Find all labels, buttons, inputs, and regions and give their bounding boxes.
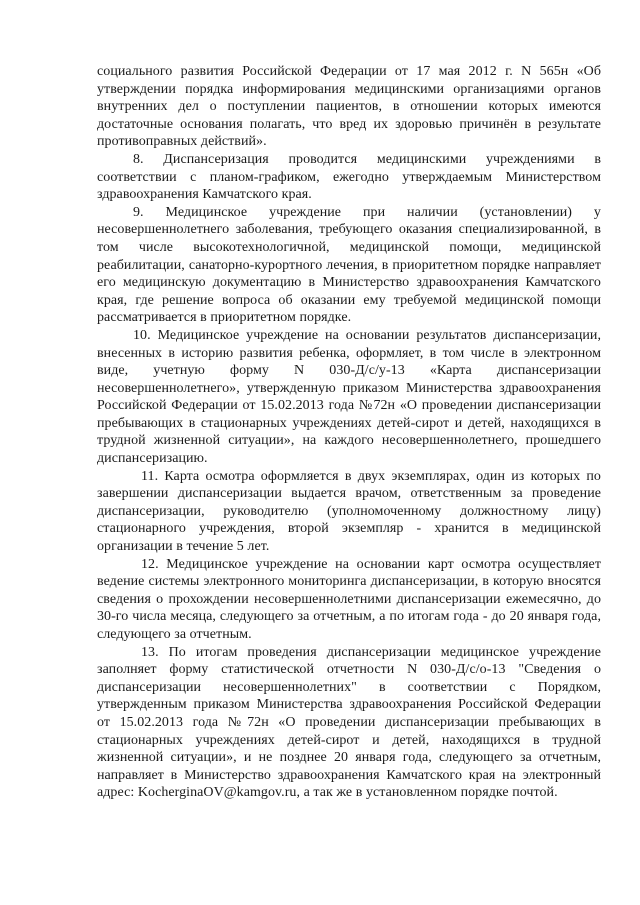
document-body — [97, 63, 601, 802]
paragraph-12: 12. Медицинское учреждение на основании карт осмотра осуществляет ведение системы электронного мониторинга диспансеризации, в которую вносятся сведения о прохождении несовершеннолетними диспансеризации ежемесячно, до 30-го числа месяца, следующего за отчетным, а по итогам года - до 20 января года, следующего за отчетным. — [97, 556, 601, 642]
paragraph-11: 11. Карта осмотра оформляется в двух экземплярах, один из которых по завершении диспансеризации выдается врачом, ответственным за проведение диспансеризации, руководителю (уполномоченному должностному лицу) стационарного учреждения, второй экземпляр - хранится в медицинской организации в течение 5 лет. — [97, 468, 601, 555]
paragraph-10: 10. Медицинское учреждение на основании результатов диспансеризации, внесенных в историю развития ребенка, оформляет, в том числе в электронном виде, учетную форму N 030-Д/с/у-13 «Карта диспансеризации несовершеннолетнего», утвержденную приказом Министерства здравоохранения Российской Федерации от 15.02.2013 года №72н «О проведении диспансеризации пребывающих в стационарных учреждениях детей-сирот и детей, находящихся в трудной жизненной ситуации», на каждого несовершеннолетнего, прошедшего диспансеризацию. — [97, 327, 601, 467]
paragraph-13: 13. По итогам проведения диспансеризации медицинское учреждение заполняет форму статистической отчетности N 030-Д/с/о-13 "Сведения о диспансеризации несовершеннолетних" в соответствии с Порядком, утвержденным приказом Министерства здравоохранения Российской Федерации от 15.02.2013 года №72н «О проведении диспансеризации пребывающих в стационарных учреждениях детей-сирот и детей, находящихся в трудной жизненной ситуации», и не позднее 20 января года, следующего за отчетным, направляет в Министерство здравоохранения Камчатского края на электронный адрес: KocherginaOV@kamgov.ru, а так же в установленном порядке почтой. — [97, 644, 601, 801]
paragraph-continuation: социального развития Российской Федерации от 17 мая 2012 г. N 565н «Об утверждении порядка информирования медицинскими организациями органов внутренних дел о поступлении пациентов, в отношении которых имеются достаточные основания полагать, что вред их здоровью причинён в результате противоправных действий». — [97, 64, 601, 150]
paragraph-9: 9. Медицинское учреждение при наличии (установлении) у несовершеннолетнего заболевания, требующего оказания специализированной, в том числе высокотехнологичной, медицинской помощи, медицинской реабилитации, санаторно-курортного лечения, в приоритетном порядке направляет его медицинскую документацию в Министерство здравоохранения Камчатского края, где решение вопроса об оказании ему требуемой медицинской помощи рассматривается в приоритетном порядке. — [97, 204, 601, 326]
paragraph-8: 8. Диспансеризация проводится медицинскими учреждениями в соответствии с планом-графиком, ежегодно утверждаемым Министерством здравоохранения Камчатского края. — [97, 151, 601, 203]
